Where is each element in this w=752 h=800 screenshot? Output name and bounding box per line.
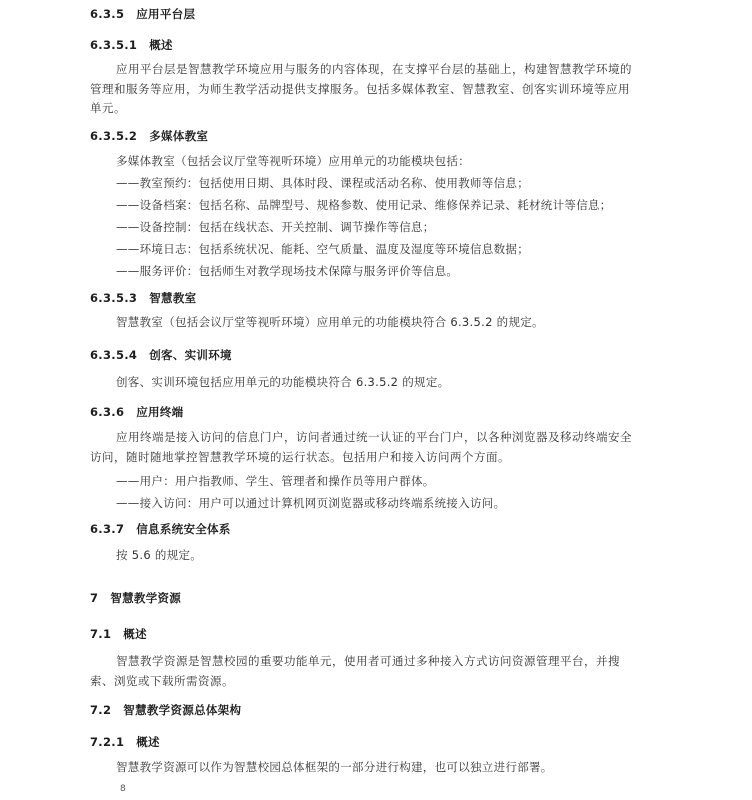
page-number: 8 [120,784,126,794]
heading-7-2: 7.2 智慧教学资源总体架构 [90,703,242,717]
paragraph-6-3-5-4: 创客、实训环境包括应用单元的功能模块符合 6.3.5.2 的规定。 [116,375,450,389]
paragraph-6-3-5-1: 应用平台层是智慧教学环境应用与服务的内容体现，在支撑平台层的基础上，构建智慧教学环境的 管理和服务等应用，为师生教学活动提供支撑服务。包括多媒体教室、智慧教室、创客实训环境等应用 单元。 [90,62,632,115]
heading-7-2-1: 7.2.1 概述 [90,735,160,749]
list-item: ——用户：用户指教师、学生、管理者和操作员等用户群体。 [116,474,435,488]
heading-6-3-5-4: 6.3.5.4 创客、实训环境 [90,348,232,362]
heading-6-3-5-2: 6.3.5.2 多媒体教室 [90,129,209,143]
list-item: ——设备档案：包括名称、品牌型号、规格参数、使用记录、维修保养记录、耗材统计等信息； [116,198,612,212]
paragraph-6-3-5-3: 智慧教室（包括会议厅堂等视听环境）应用单元的功能模块符合 6.3.5.2 的规定。 [116,315,544,329]
heading-7: 7 智慧教学资源 [90,591,182,605]
paragraph-6-3-6: 应用终端是接入访问的信息门户，访问者通过统一认证的平台门户，以各种浏览器及移动终端安全 访问，随时随地掌控智慧教学环境的运行状态。包括用户和接入访问两个方面。 [90,430,632,464]
paragraph-7-1: 智慧教学资源是智慧校园的重要功能单元，使用者可通过多种接入方式访问资源管理平台，并搜 索、浏览或下载所需资源。 [90,654,620,688]
heading-6-3-6: 6.3.6 应用终端 [90,405,184,419]
list-item: ——环境日志：包括系统状况、能耗、空气质量、温度及湿度等环境信息数据； [116,242,529,256]
list-item: ——教室预约：包括使用日期、具体时段、课程或活动名称、使用教师等信息； [116,176,529,190]
paragraph-7-2-1: 智慧教学资源可以作为智慧校园总体框架的一部分进行构建，也可以独立进行部署。 [116,760,553,774]
heading-6-3-5-1: 6.3.5.1 概述 [90,38,173,52]
heading-7-1: 7.1 概述 [90,627,147,641]
list-item: ——接入访问：用户可以通过计算机网页浏览器或移动终端系统接入访问。 [116,496,506,510]
paragraph-6-3-5-2-intro: 多媒体教室（包括会议厅堂等视听环境）应用单元的功能模块包括： [116,154,470,168]
heading-6-3-5-3: 6.3.5.3 智慧教室 [90,291,197,305]
heading-6-3-5: 6.3.5 应用平台层 [90,7,196,21]
list-item: ——设备控制：包括在线状态、开关控制、调节操作等信息； [116,220,435,234]
heading-6-3-7: 6.3.7 信息系统安全体系 [90,522,231,536]
list-item: ——服务评价：包括师生对教学现场技术保障与服务评价等信息。 [116,264,459,278]
paragraph-6-3-7: 按 5.6 的规定。 [116,548,203,562]
